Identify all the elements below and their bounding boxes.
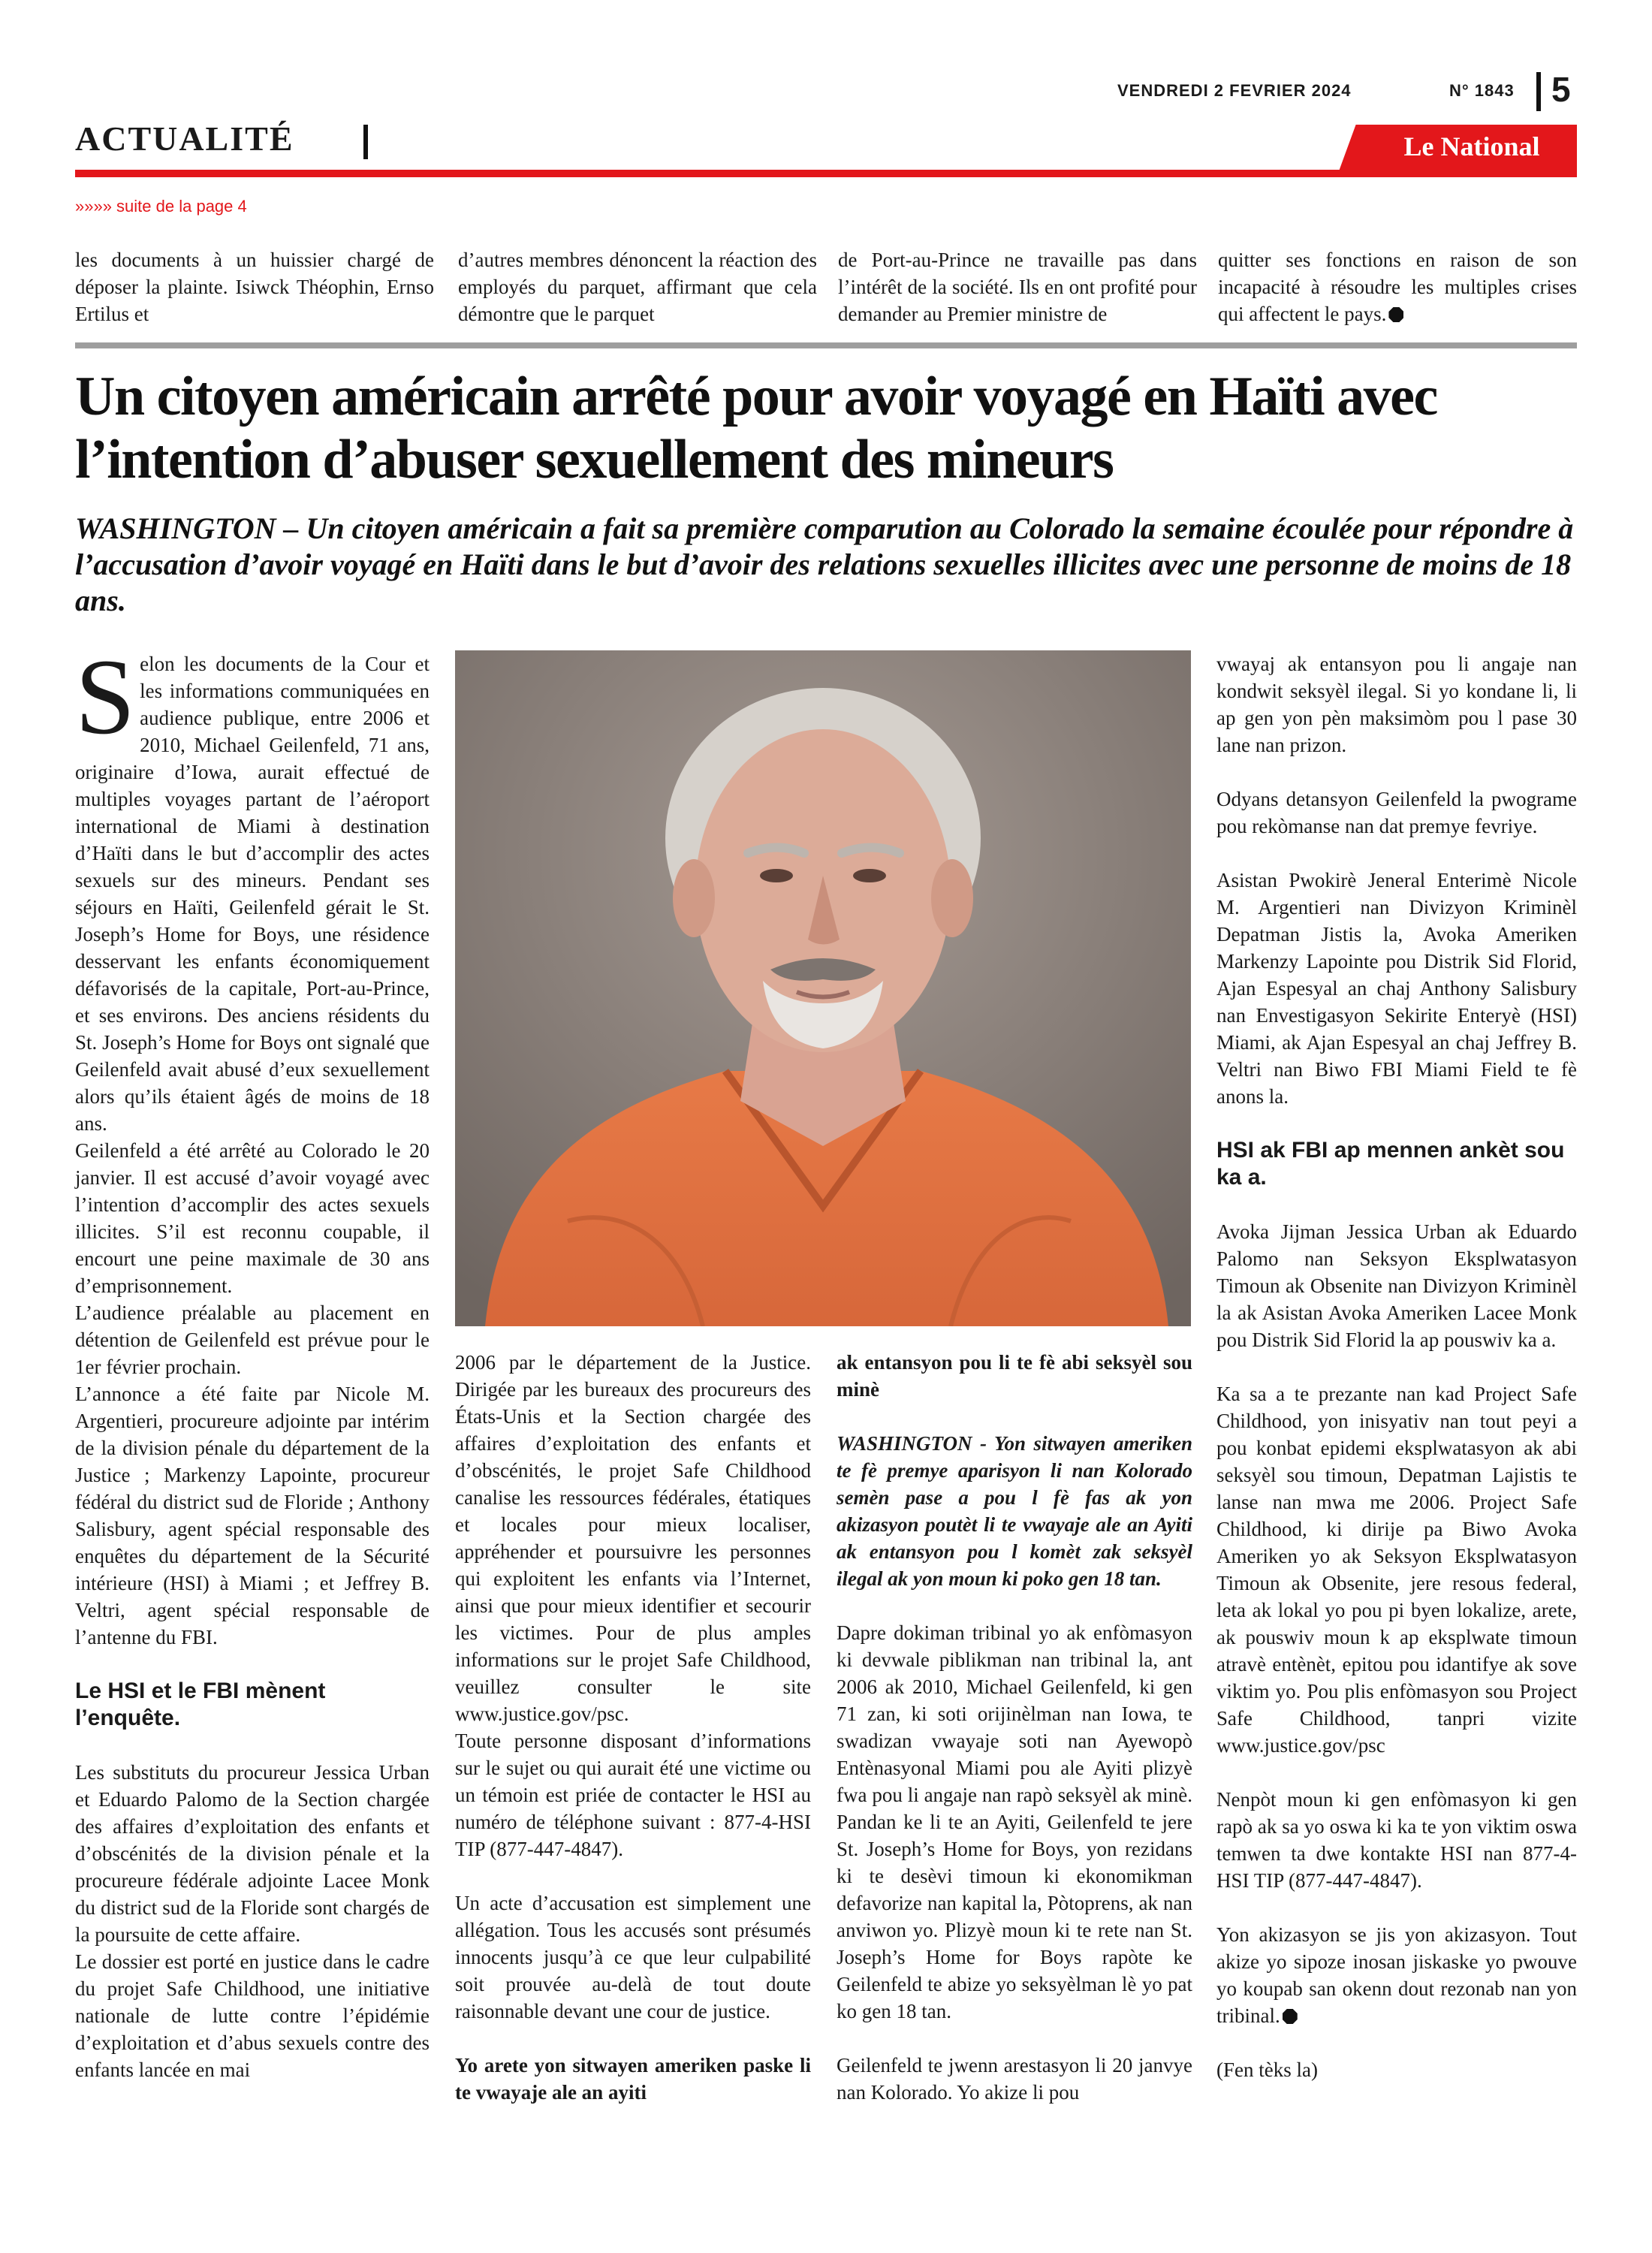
continued-from: »»»» suite de la page 4 xyxy=(75,197,247,216)
article-col-2: 2006 par le département de la Justice. Dirigée par les bureaux des procureurs des États-Unis et la Section chargée des affaires d’exploitation des enfants et d’obscénités, le projet Safe Childhood canalise les ressources fédérales, étatiques et locales pour mieux localiser, appréhender et poursuivre les personnes qui exploitent les enfants via l’Internet, ainsi que pour mieux identifier et secourir les victimes. Pour de plus amples informations sur le projet Safe Childhood, veuillez consulter le site www.justice.gov/psc. Toute personne disposant d’informations sur le sujet ou qui aurait été une victime ou un témoin est priée de contacter le HSI au numéro de téléphone suivant : 877-4-HSI TIP (877-447-4847). Un acte d’accusation est simplement une allégation. Tous les accusés sont présumés innocents jusqu’à ce que leur culpabilité soit prouvée au-delà de tout doute raisonnable devant une cour de justice. Yo arete yon sitwayen ameriken paske li te vwayaje ale an ayiti xyxy=(455,1349,811,2106)
prev-article-col-3: de Port-au-Prince ne travaille pas dans l’intérêt de la société. Ils en ont profité pour demander au Premier ministre de xyxy=(838,249,1197,325)
page-number-divider xyxy=(1536,72,1541,111)
prev-article-col-1: les documents à un huissier chargé de déposer la plainte. Isiwck Théophin, Ernso Ertilus et xyxy=(75,249,434,325)
header-rule xyxy=(75,170,1577,177)
end-of-text: (Fen tèks la) xyxy=(1216,2058,1318,2081)
article-col-3: ak entansyon pou li te fè abi seksyèl sou minè WASHINGTON - Yon sitwayen ameriken te fè premye aparisyon li nan Kolorado semèn pase a pou l fè fas ak yon akizasyon poutèt li te vwayaje ale an Ayiti ak entansyon pou l komèt zak seksyèl ilegal ak yon moun ki poko gen 18 tan. Dapre dokiman tribinal yo ak enfòmasyon ki devwale piblikman nan tribinal la, ant 2006 ak 2010, Michael Geilenfeld, ki gen 71 zan, ki soti orijinèlman nan Iowa, te swadizan vwayaje soti nan Ayewopò Entènasyonal Miami pou ale Ayiti plizyè fwa pou li angaje nan rapò seksyèl ak minè. Pandan ke li te an Ayiti, Geilenfeld te jere St. Joseph’s Home for Boys, yon rezidans ki te desèvi timoun ki ekonomikman defavorize nan kapital la, Pòtoprens, ak nan anviwon yo. Plizyè moun ki te rete nan St. Joseph’s Home for Boys rapòte ke Geilenfeld te abize yo seksyèlman lè yo pat ko gen 18 tan. Geilenfeld te jwenn arestasyon li 20 janvye nan Kolorado. Yo akize li pou xyxy=(837,1351,1192,2104)
issue-date: VENDREDI 2 FEVRIER 2024 xyxy=(1117,81,1352,100)
stop-octagon-icon xyxy=(1388,307,1403,322)
subhead-fr: Le HSI et le FBI mènent l’enquête. xyxy=(75,1678,326,1730)
brand-name: Le National xyxy=(1403,131,1540,161)
article-separator xyxy=(75,342,1577,348)
mugshot-photo xyxy=(455,650,1191,1326)
subhead-kreyol: Yo arete yon sitwayen ameriken paske li te vwayaje ale an ayiti xyxy=(455,2054,811,2104)
stop-octagon-icon xyxy=(1283,2009,1298,2024)
page-number: 5 xyxy=(1551,70,1571,109)
article-col-1: Selon les documents de la Cour et les informations communiquées en audience publique, entre 2006 et 2010, Michael Geilenfeld, 71 ans, originaire d’Iowa, aurait effectué de multiples voyages partant de l’aéroport international de Miami à destination d’Haïti dans le but d’accomplir des actes sexuels sur des mineurs. Pendant ses séjours en Haïti, Geilenfeld gérait le St. Joseph’s Home for Boys, une résidence desservant les enfants économiquement défavorisés de la capitale, Port-au-Prince, et ses environs. Des anciens résidents du St. Joseph’s Home for Boys ont signalé que Geilenfeld avait abusé d’eux sexuellement alors qu’ils étaient âgés de moins de 18 ans. Geilenfeld a été arrêté au Colorado le 20 janvier. Il est accusé d’avoir voyagé avec l’intention d’accomplir des actes sexuels illicites. S’il est reconnu coupable, il encourt une peine maximale de 30 ans d’emprisonnement. L’audience préalable au placement en détention de Geilenfeld est prévue pour le 1er février prochain. L’annonce a été faite par Nicole M. Argentieri, procureure adjointe par intérim de la division pénale du département de la Justice ; Markenzy Lapointe, procureur fédéral du district sud de Floride ; Anthony Salisbury, agent spécial responsable des enquêtes du département de la Sécurité intérieure (HSI) à Miami ; et Jeffrey B. Veltri, agent spécial responsable de l’antenne du FBI. Le HSI et le FBI mènent l’enquête. Les substituts du procureur Jessica Urban et Eduardo Palomo de la Section chargée des affaires d’exploitation des enfants et d’obscénités de la division pénale et la procureure fédérale adjointe Lacee Monk du district sud de la Floride sont chargés de la poursuite de cette affaire. Le dossier est porté en justice dans le cadre du projet Safe Childhood, une initiative nationale de lutte contre l’épidémie d’exploitation et d’abus sexuels contre des enfants lancée en mai xyxy=(75,638,430,2081)
subhead-hsi-fbi: HSI ak FBI ap mennen ankèt sou ka a. xyxy=(1216,1138,1565,1190)
lead-kreyol: WASHINGTON - Yon sitwayen ameriken te fè premye aparisyon li nan Kolorado semèn pase a pou l fè fas ak yon akizasyon poutèt li te vwayaje ale an Ayiti ak entansyon pou l komèt zak seksyèl ilegal ak yon moun ki poko gen 18 tan. xyxy=(837,1432,1192,1590)
prev-article-col-4: quitter ses fonctions en raison de son incapacité à résoudre les multiples crises qui affectent le pays. xyxy=(1218,249,1577,325)
drop-cap: S xyxy=(75,638,136,757)
section-divider xyxy=(363,125,368,159)
section-title: ACTUALITÉ xyxy=(75,119,294,158)
issue-number: N° 1843 xyxy=(1449,81,1515,100)
prev-article-col-2: d’autres membres dénoncent la réaction des employés du parquet, affirmant que cela démontre que le parquet xyxy=(458,249,817,325)
lead-paragraph: WASHINGTON – Un citoyen américain a fait sa première comparution au Colorado la semaine écoulée pour répondre à l’accusation d’avoir voyagé en Haïti dans le but d’avoir des relations sexuelles illicites avec une personne de moins de 18 ans. xyxy=(75,511,1574,617)
article-col-4: vwayaj ak entansyon pou li angaje nan kondwit seksyèl ilegal. Si yo kondane li, li ap gen yon pèn maksimòm pou l pase 30 lane nan prizon. Odyans detansyon Geilenfeld la pwograme pou rekòmanse nan dat premye fevriye. Asistan Pwokirè Jeneral Enterimè Nicole M. Argentieri nan Divizyon Kriminèl Depatman Jistis la, Avoka Ameriken Markenzy Lapointe pou Distrik Sid Florid, Ajan Espesyal an chaj Anthony Salisbury nan Envestigasyon Sekirite Enteryè (HSI) Miami, ak Ajan Espesyal an chaj Jeffrey B. Veltri nan Biwo FBI Miami Field te fè anons la. HSI ak FBI ap mennen ankèt sou ka a. Avoka Jijman Jessica Urban ak Eduardo Palomo nan Seksyon Eksplwatasyon Timoun ak Obsenite nan Divizyon Kriminèl la ak Asistan Avoka Ameriken Lacee Monk pou Distrik Sid Florid la ap pouswiv ka a. Ka sa a te prezante nan kad Project Safe Childhood, yon inisyativ nan tout peyi a pou konbat epidemi eksplwatasyon ak abi seksyèl sou timoun, Depatman Lajistis te lanse nan mwa me 2006. Project Safe Childhood, ki dirije pa Biwo Avoka Ameriken yo ak Seksyon Eksplwatasyon Timoun ak Obsenite, jere resous federal, leta ak lokal yo pou pi byen lokalize, arete, ak pouswiv moun k ap eksplwate timoun atravè entènèt, epitou pou idantifye ak sove viktim yo. Pou plis enfòmasyon sou Project Safe Childhood, tanpri vizite www.justice.gov/psc Nenpòt moun ki gen enfòmasyon ki gen rapò ak sa yo oswa ki ka te yon viktim oswa temwen ta dwe kontakte HSI nan 877-4-HSI TIP (877-447-4847). Yon akizasyon se jis yon akizasyon. Tout akize yo sipoze inosan jiskaske yo pwouve yo koupab san okenn dout rezonab nan yon tribinal. (Fen tèks la) xyxy=(1216,650,1577,2083)
headline: Un citoyen américain arrêté pour avoir voyagé en Haïti avec l’intention d’abuser sexuellement des mineurs xyxy=(75,366,1437,490)
